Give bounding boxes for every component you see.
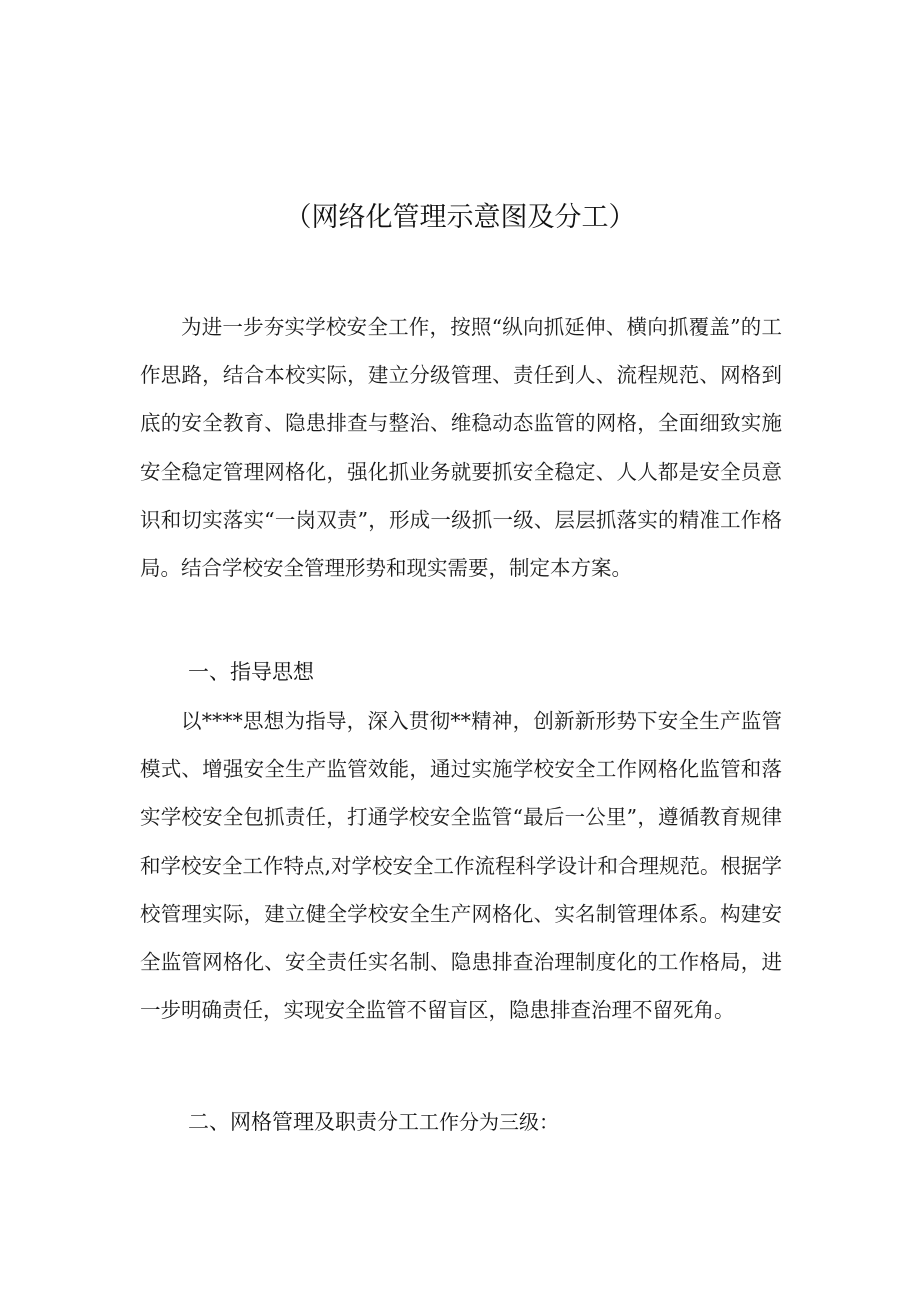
section-heading-grid-management (188, 1106, 559, 1138)
intro-paragraph: 为进一步夯实学校安全工作，按照“纵向抓延伸、横向抓覆盖”的工作思路，结合本校实际，建立分级管理、责任到人、流程规范、网格到底的安全教育、隐患排查与整治、维稳动态监管的网格，全面细致实施安全稳定管理网格化，强化抓业务就要抓安全稳定、人人都是安全员意识和切实落实“一岗双责”，形成一级抓一级、层层抓落实的精准工作格局。结合学校安全管理形势和现实需要，制定本方案。 (140, 315, 782, 581)
grid-management-heading-text: 二、网格管理及职责分工 (188, 1110, 419, 1134)
document-title: （网络化管理示意图及分工） (284, 202, 636, 233)
grid-management-heading-tail: 工作分为三级： (419, 1110, 559, 1134)
section-heading-guiding-ideology: 一、指导思想 (188, 660, 314, 684)
guiding-ideology-paragraph: 以****思想为指导，深入贯彻**精神，创新新形势下安全生产监管模式、增强安全生产监管效能，通过实施学校安全工作网格化监管和落实学校安全包抓责任，打通学校安全监管“最后一公里”，遵循教育规律和学校安全工作特点,对学校安全工作流程科学设计和合理规范。根据学校管理实际，建立健全学校安全生产网格化、实名制管理体系。构建安全监管网格化、安全责任实名制、隐患排查治理制度化的工作格局，进一步明确责任，实现安全监管不留盲区，隐患排查治理不留死角。 (140, 709, 783, 1023)
